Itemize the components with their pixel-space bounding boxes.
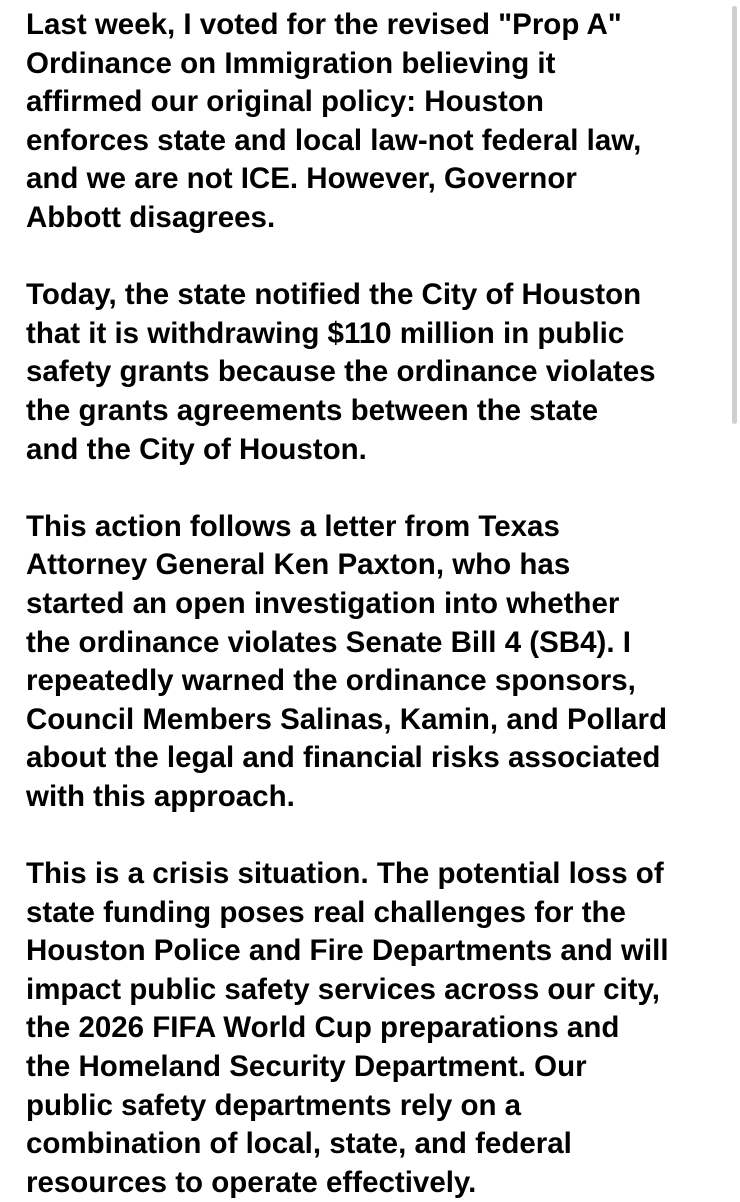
text-line: resources to operate effectively. bbox=[26, 1165, 477, 1199]
text-line: public safety departments rely on a bbox=[26, 1088, 522, 1122]
text-line: repeatedly warned the ordinance sponsors, bbox=[26, 664, 636, 698]
text-line: Houston Police and Fire Departments and will bbox=[26, 934, 669, 968]
text-line: the 2026 FIFA World Cup preparations and bbox=[26, 1011, 620, 1045]
text-line: Last week, I voted for the revised "Prop A" bbox=[26, 8, 622, 41]
paragraph-grant-withdrawal bbox=[26, 276, 720, 469]
text-line: Ordinance on Immigration believing it bbox=[26, 46, 556, 80]
text-line: Abbott disagrees. bbox=[26, 200, 276, 234]
text-line: about the legal and financial risks associated bbox=[26, 741, 661, 775]
text-line: the ordinance violates Senate Bill 4 (SB4). I bbox=[26, 625, 631, 659]
text-line: that it is withdrawing $110 million in public bbox=[26, 316, 625, 350]
text-line: the Homeland Security Department. Our bbox=[26, 1050, 587, 1084]
paragraph-crisis bbox=[26, 855, 720, 1202]
scrollbar-thumb[interactable] bbox=[732, 6, 737, 424]
paragraph-prop-a-vote bbox=[26, 6, 720, 238]
text-line: Attorney General Ken Paxton, who has bbox=[26, 548, 571, 582]
text-line: started an open investigation into whether bbox=[26, 586, 620, 620]
text-line: Council Members Salinas, Kamin, and Pollard bbox=[26, 702, 667, 736]
text-line: This action follows a letter from Texas bbox=[26, 509, 560, 543]
text-line: and we are not ICE. However, Governor bbox=[26, 162, 577, 196]
text-line: the grants agreements between the state bbox=[26, 393, 599, 427]
text-line: impact public safety services across our city, bbox=[26, 972, 660, 1006]
text-line: combination of local, state, and federal bbox=[26, 1127, 572, 1161]
statement-text bbox=[26, 6, 720, 1202]
paragraph-investigation bbox=[26, 508, 720, 817]
text-line: Today, the state notified the City of Houston bbox=[26, 278, 642, 312]
text-line: affirmed our original policy: Houston bbox=[26, 85, 544, 119]
text-line: state funding poses real challenges for the bbox=[26, 895, 626, 929]
text-line: This is a crisis situation. The potential loss of bbox=[26, 857, 664, 891]
text-line: with this approach. bbox=[26, 779, 295, 813]
text-line: safety grants because the ordinance violates bbox=[26, 355, 656, 389]
text-line: enforces state and local law-not federal law, bbox=[26, 123, 642, 157]
text-line: and the City of Houston. bbox=[26, 432, 367, 466]
